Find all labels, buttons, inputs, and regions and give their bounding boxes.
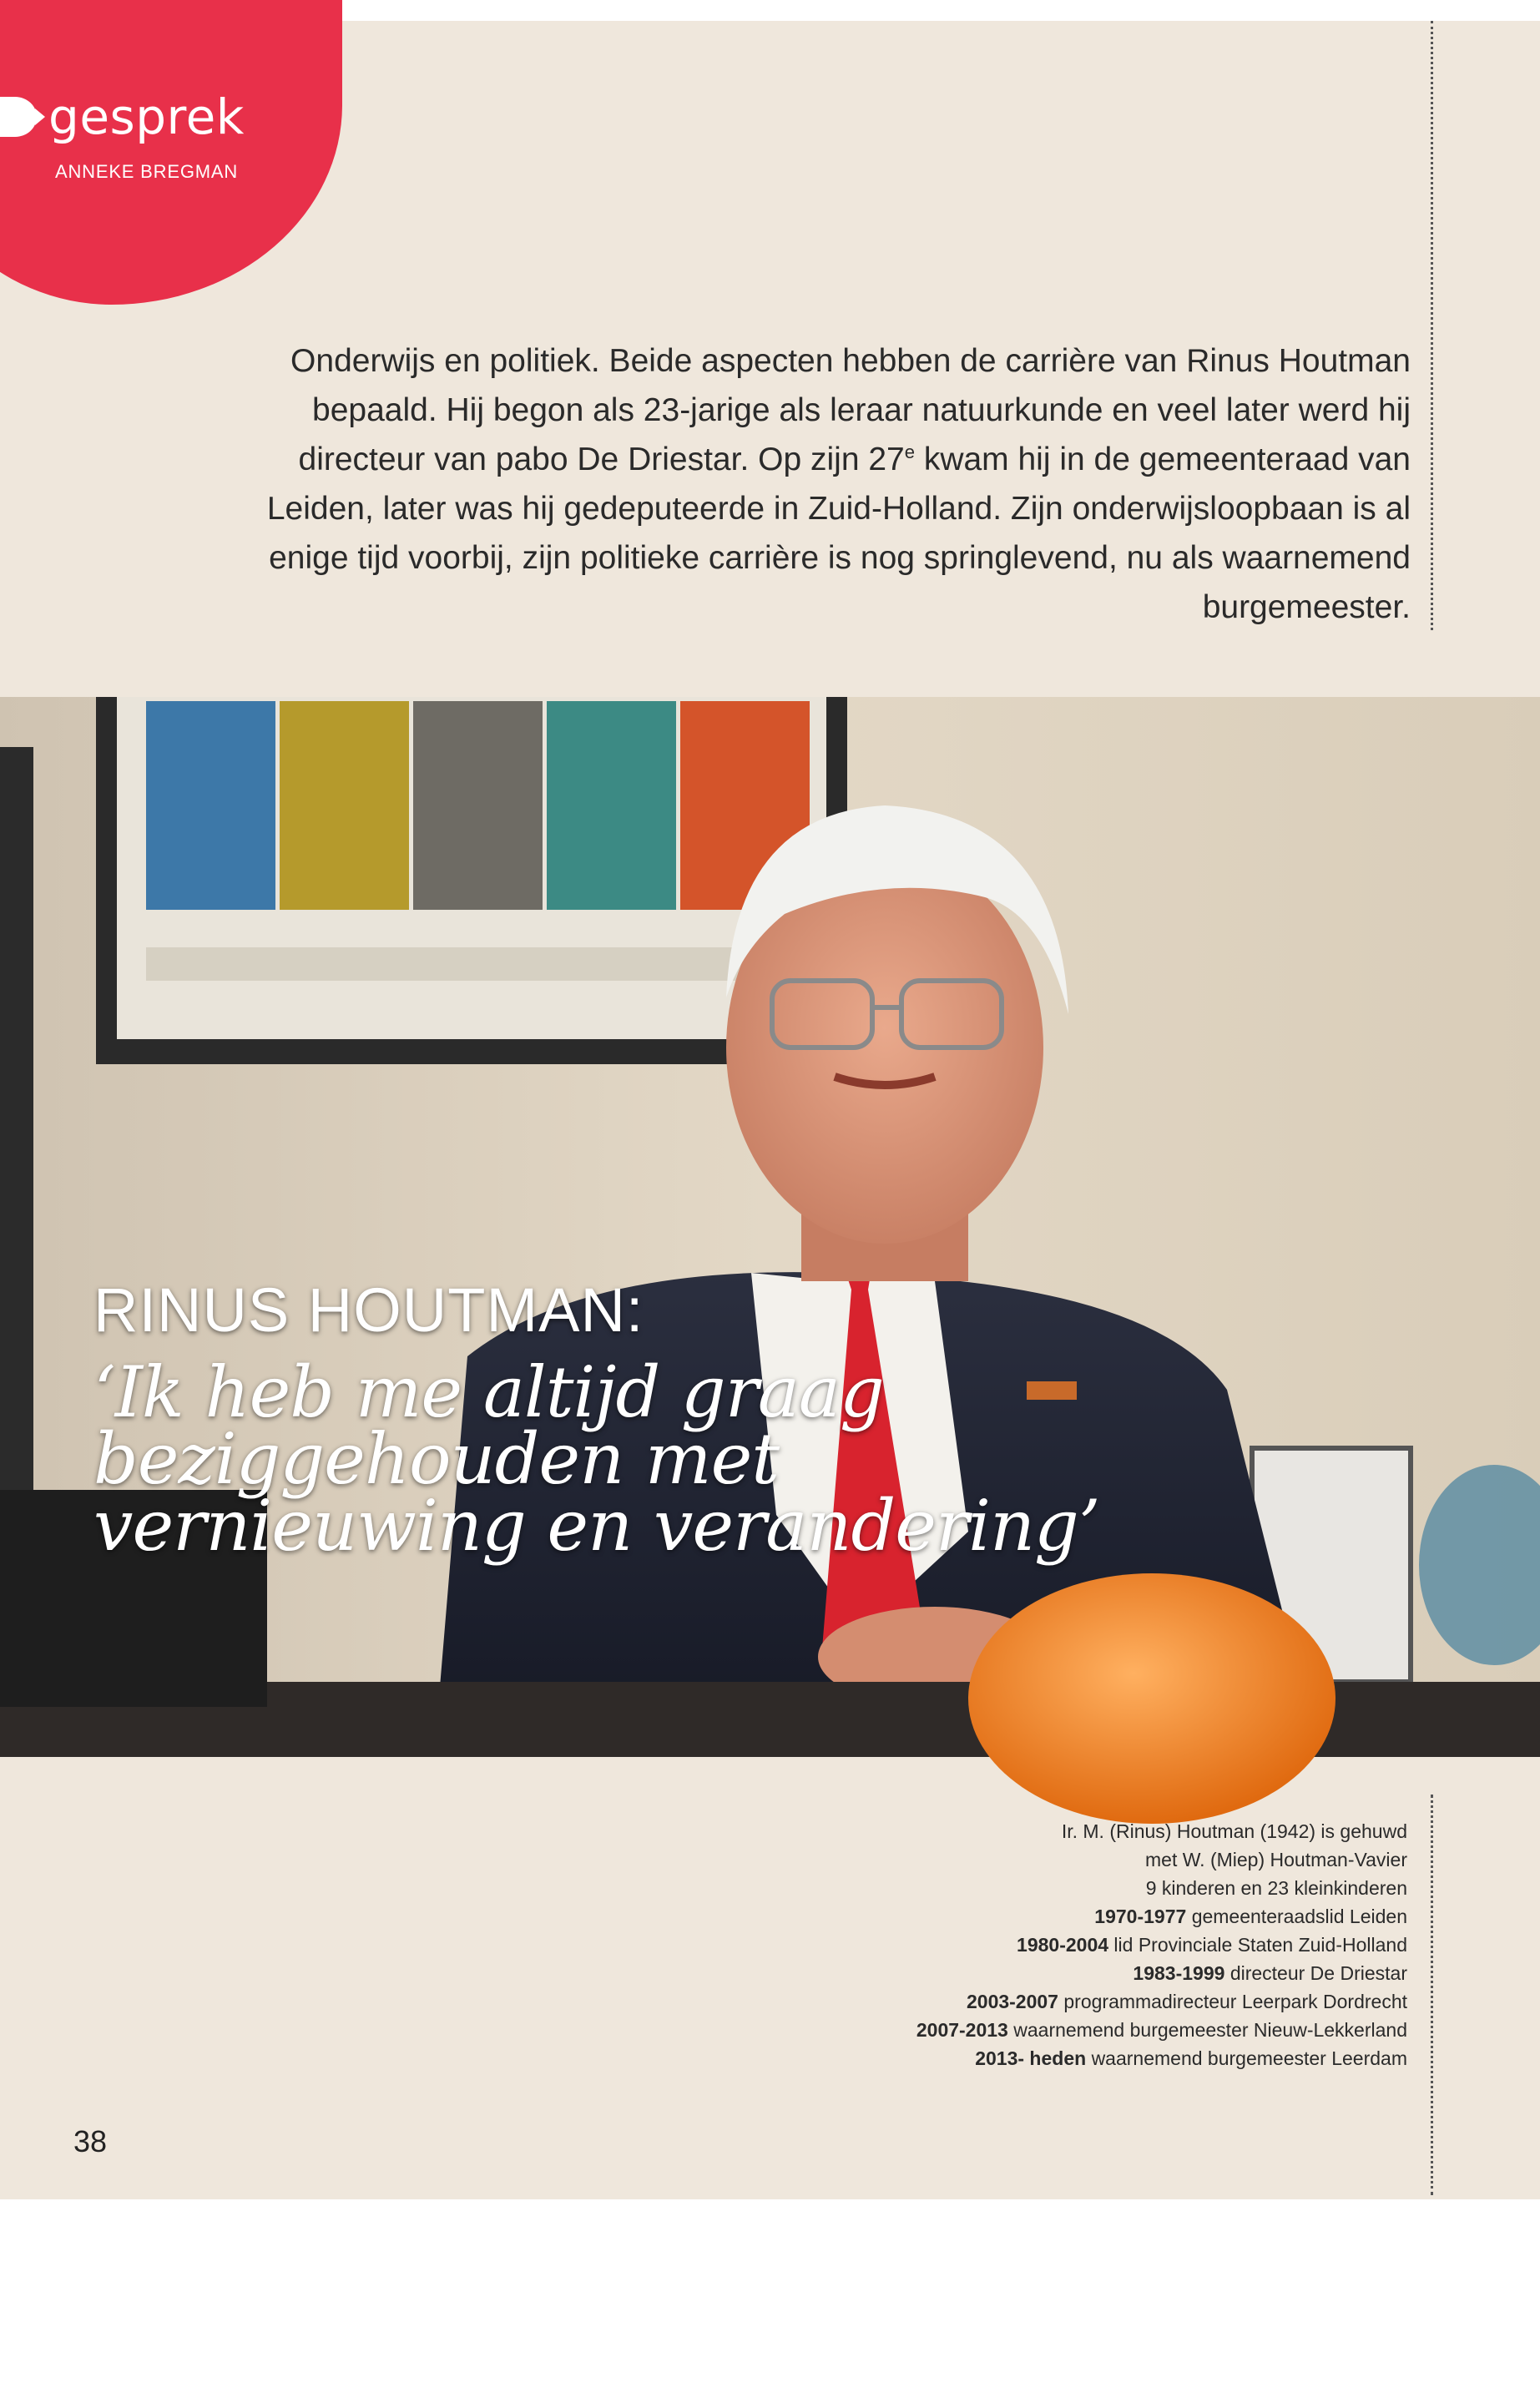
career-role: waarnemend burgemeester Nieuw-Lekkerland (1013, 2019, 1407, 2041)
career-period: 1980-2004 (1017, 1934, 1109, 1956)
quote-line: beziggehouden met (93, 1418, 780, 1500)
dotted-rule-bottom (1431, 1795, 1433, 2195)
article-headline (93, 1275, 1100, 1567)
career-role: directeur De Driestar (1229, 1962, 1407, 1984)
career-period: 2007-2013 (916, 2019, 1008, 2041)
page-number: 38 (73, 2124, 108, 2158)
career-role: lid Provinciale Staten Zuid-Holland (1113, 1934, 1407, 1956)
intro-superscript: e (904, 442, 915, 462)
career-item (668, 1902, 1407, 1931)
career-role: waarnemend burgemeester Leerdam (1091, 2047, 1407, 2069)
career-item (668, 2016, 1407, 2044)
career-item (668, 1959, 1407, 1987)
photo-credit: Foto: DBRN fotografie (1421, 2235, 1440, 2408)
career-item (668, 1931, 1407, 1959)
intro-text-2: kwam hij in de gemeenteraad van Leiden, later was hij gedeputeerde in Zuid-Holland. Zijn onderwijsloopbaan is al enige tijd voorbij, zijn politieke carrière is nog springlevend, nu als waarnemend burgemeester. (266, 442, 1411, 625)
bio-line: 9 kinderen en 23 kleinkinderen (1145, 1877, 1407, 1899)
section-tag (0, 88, 245, 146)
career-period: 2013- heden (975, 2047, 1087, 2069)
career-item (668, 1987, 1407, 2016)
section-name: gesprek (48, 88, 245, 145)
quote-line: ‘Ik heb me altijd graag (93, 1351, 884, 1433)
bio-line: met W. (Miep) Houtman-Vavier (1145, 1849, 1407, 1870)
bio-box (668, 1817, 1407, 2072)
career-role: programmadirecteur Leerpark Dordrecht (1063, 1991, 1407, 2012)
author-name: ANNEKE BREGMAN (55, 161, 239, 182)
headline-name: RINUS HOUTMAN: (93, 1275, 644, 1345)
headline-quote (93, 1351, 1100, 1567)
intro-paragraph (209, 336, 1411, 632)
section-blob (0, 0, 342, 305)
career-period: 1970-1977 (1094, 1906, 1187, 1927)
dotted-rule-top (1431, 21, 1433, 630)
quote-line: vernieuwing en verandering’ (93, 1485, 1100, 1567)
career-role: gemeenteraadslid Leiden (1191, 1906, 1407, 1927)
portrait-illustration (0, 697, 1540, 1757)
career-item (668, 2044, 1407, 2072)
career-period: 1983-1999 (1133, 1962, 1225, 1984)
bio-line: Ir. M. (Rinus) Houtman (1942) is gehuwd (1061, 1820, 1407, 1842)
speech-bubble-icon (0, 97, 37, 137)
career-period: 2003-2007 (966, 1991, 1058, 2012)
intro-text-1: Onderwijs en politiek. Beide aspecten hebben de carrière van Rinus Houtman bepaald. Hij begon als 23-jarige als leraar natuurkunde en veel later werd hij directeur van pabo De Driestar. Op zijn 27 (290, 343, 1411, 477)
magazine-page (0, 21, 1540, 2408)
